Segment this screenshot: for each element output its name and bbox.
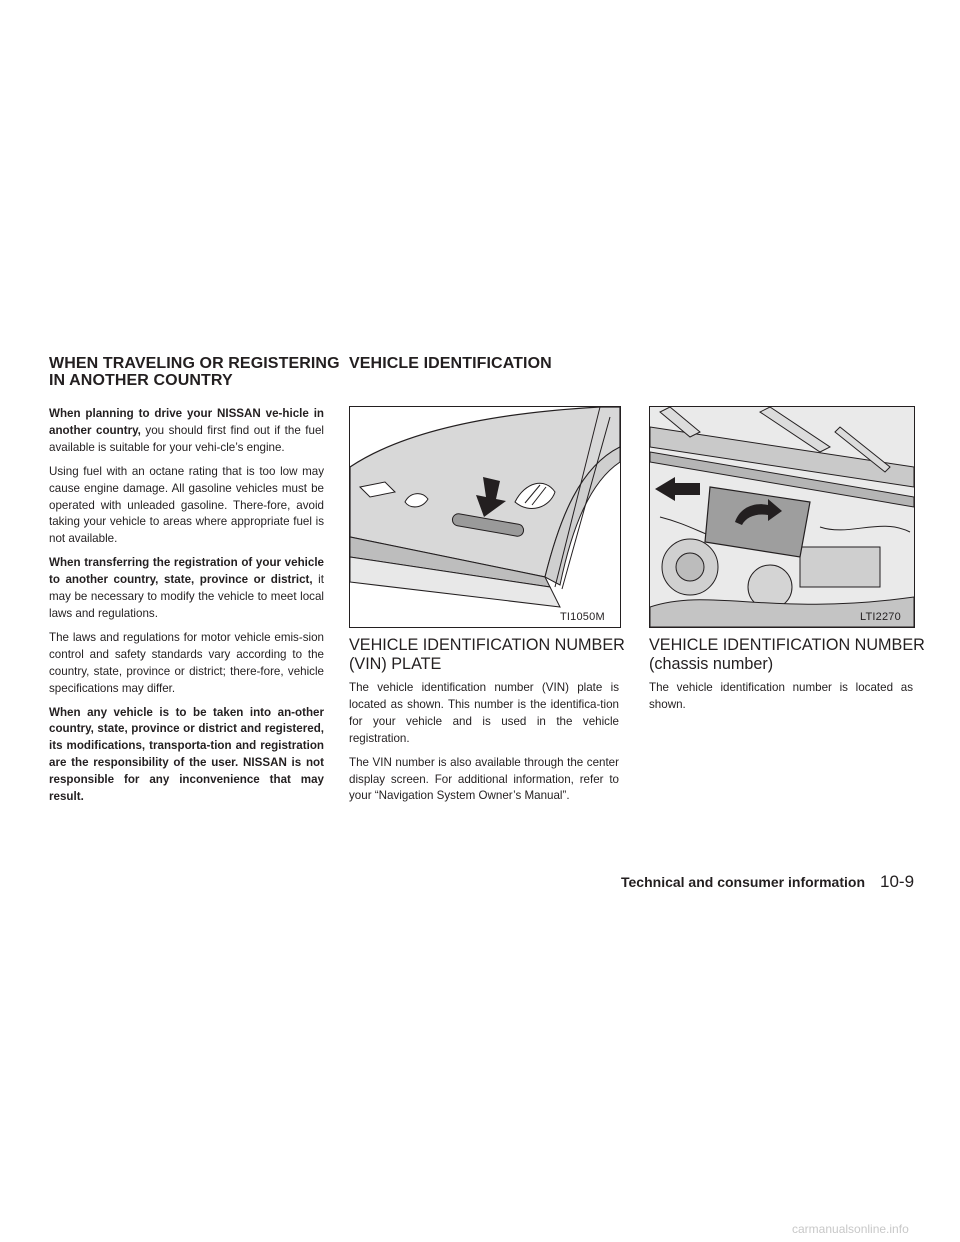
paragraph-bold-lead: When transferring the registration of your vehicle to another country, state, province or district, (49, 556, 324, 587)
title-line-2: (VIN) PLATE (349, 655, 442, 673)
paragraph-text: it may be necessary to modify the vehicle to meet local laws and regulations. (49, 573, 324, 620)
title-line-1: VEHICLE IDENTIFICATION NUMBER (649, 636, 925, 654)
title-line-2: (chassis number) (649, 655, 774, 673)
vin-plate-text-column (349, 680, 619, 812)
paragraph-text: you should first find out if the fuel available is suitable for your vehi-cle’s engine. (49, 423, 324, 454)
paragraph-responsibility: When any vehicle is to be taken into an-other country, state, province or district and registered, its modifications, transporta-tion and registration are the responsibility of the user. NISSAN is not responsible for any inconvenience that may result. (49, 705, 324, 804)
vin-plate-drawing (350, 407, 620, 627)
vin-plate-illustration (349, 406, 621, 628)
heading-text: VEHICLE IDENTIFICATION (349, 355, 552, 372)
chassis-text-column (649, 680, 913, 721)
chassis-number-drawing (650, 407, 914, 627)
section-heading-vehicle-identification (349, 355, 552, 372)
title-line-1: VEHICLE IDENTIFICATION NUMBER (349, 636, 625, 654)
heading-line-1: WHEN TRAVELING OR REGISTERING (49, 355, 340, 372)
paragraph-laws: The laws and regulations for motor vehicle emis-sion control and safety standards vary according to the country, state, province or district; there-fore, vehicle specifications may differ. (49, 630, 324, 695)
paragraph-vin-plate-location: The vehicle identification number (VIN) plate is located as shown. This number is the identifica-tion for your vehicle and is used in the vehicle registration. (349, 681, 619, 745)
vin-plate-title (349, 636, 629, 674)
paragraph-fuel (49, 406, 324, 457)
chassis-title (649, 636, 929, 674)
paragraph-octane: Using fuel with an octane rating that is too low may cause engine damage. All gasoline vehicles must be operated with unleaded gasoline. There-fore, avoid taking your vehicle to areas where appropriate fuel is not available. (49, 464, 324, 546)
heading-line-2: IN ANOTHER COUNTRY (49, 372, 233, 389)
footer-section-title: Technical and consumer information (621, 874, 866, 890)
chassis-figure-code: LTI2270 (860, 611, 901, 623)
vin-plate-figure-code: TI1050M (560, 611, 605, 623)
paragraph-vin-display: The VIN number is also available through the center display screen. For additional information, refer to your “Navigation System Owner’s Manual”. (349, 755, 619, 803)
section-heading-traveling (49, 355, 340, 389)
paragraph-chassis-location: The vehicle identification number is located as shown. (649, 681, 913, 711)
page-number: 10-9 (880, 872, 915, 891)
watermark-text: carmanualsonline.info (792, 1222, 909, 1236)
chassis-number-illustration (649, 406, 915, 628)
paragraph-registration (49, 555, 324, 623)
paragraph-bold-lead: When planning to drive your NISSAN ve-hicle in another country, (49, 407, 324, 437)
traveling-text-column (49, 406, 324, 813)
